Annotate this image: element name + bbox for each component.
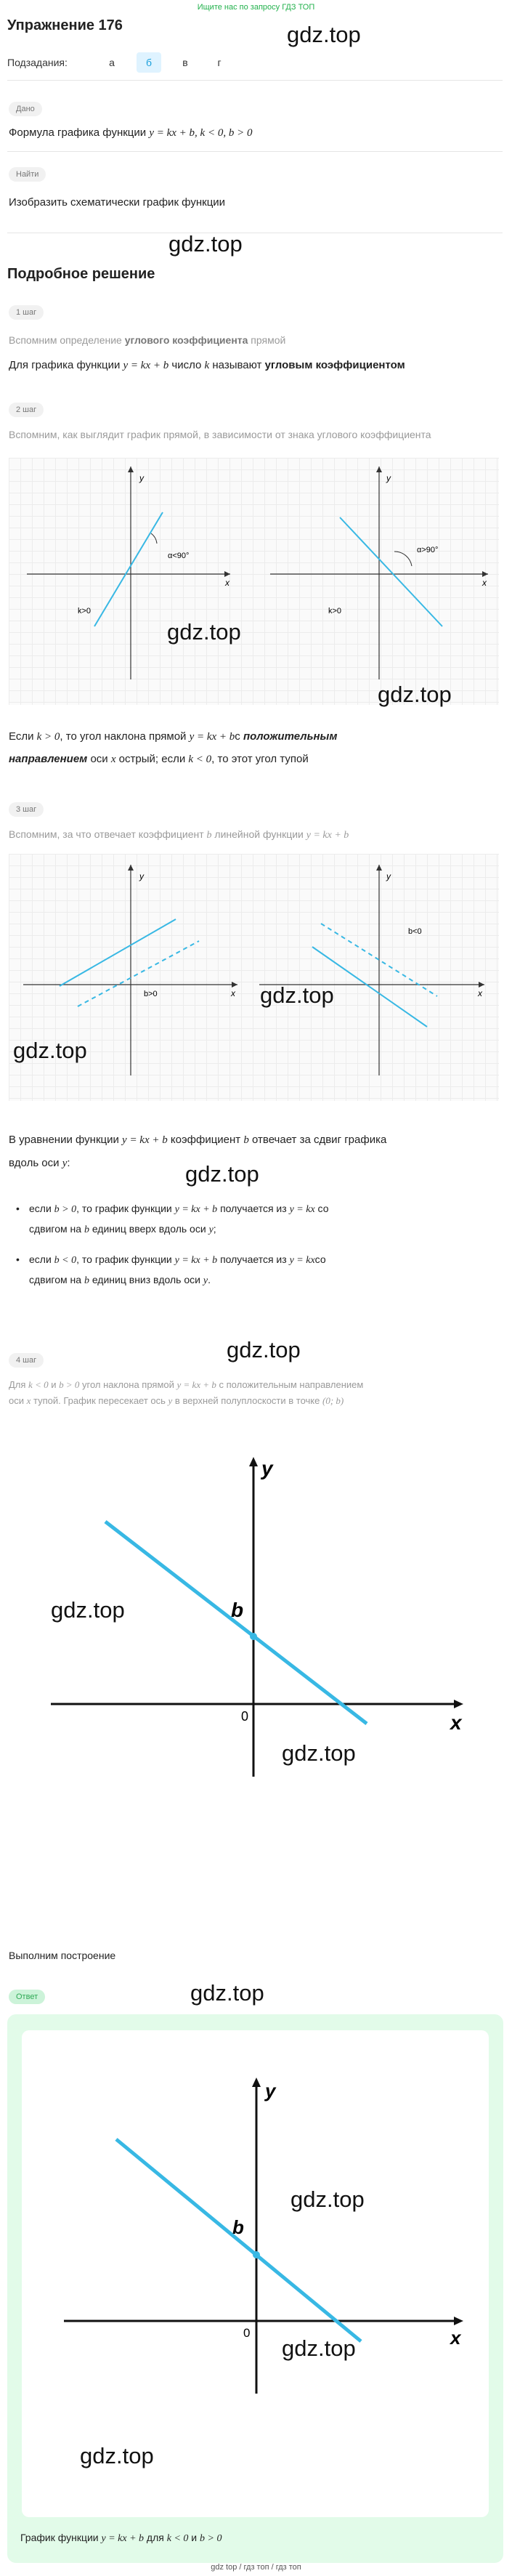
step3-p2-b: : [67,1157,70,1169]
step2-p1-k: k > 0 [36,731,60,743]
line-base-dashed [78,941,199,1006]
angle-arc [151,533,157,544]
x-axis-label: x [225,578,229,588]
step4-t1-c: угол наклона прямой [79,1379,177,1390]
b-label: b [231,1599,244,1621]
bullet-text: единиц вниз вдоль оси [89,1274,203,1285]
y-axis-label: y [261,1457,273,1479]
bullet-end: . [208,1274,211,1285]
step3-intro-b: b [206,830,212,841]
step1-k: k [204,360,210,371]
step1-line-mid: число [168,359,205,371]
origin-label: 0 [243,2326,251,2340]
given-chip: Дано [9,102,42,116]
step3-para-line1 [9,1134,386,1147]
step2-p2-k: k < 0 [188,754,212,765]
bullet-dot: • [16,1203,20,1214]
step1-bold: угловым коэффициентом [264,359,405,371]
step3-bullet-list [10,1199,504,1291]
subtask-tab-v[interactable]: в [182,57,188,68]
bullet-text: получается из [217,1203,290,1214]
step4-t1-f: y = kx + b [176,1379,216,1390]
caption-text: и [188,2532,200,2543]
y-axis-arrow [252,2078,261,2087]
bullet-formula: y = kx [289,1204,315,1215]
step4-t2-c: в верхней полуплоскости в точке [172,1395,322,1406]
watermark: gdz.top [168,231,243,257]
y-axis-arrow [376,467,382,472]
line-k-negative [340,517,442,626]
step2-intro: Вспомним, как выглядит график прямой, в зависимости от знака углового коэффициента [9,429,431,440]
y-axis-label: y [139,473,144,483]
watermark: gdz.top [190,1980,264,2006]
x-axis-arrow [454,1700,463,1708]
y-axis-arrow [128,467,134,472]
step2-p1-f: y = kx + b [189,731,235,743]
x-axis-label: x [450,2327,461,2349]
x-axis-arrow [232,982,237,988]
watermark: gdz.top [80,2443,154,2468]
y-intercept-point [253,2251,260,2258]
y-axis-label: y [139,871,144,881]
b-label: b<0 [408,927,422,936]
bullet-text: со [314,1203,329,1214]
bullet-end: ; [213,1223,216,1235]
watermark: gdz.top [282,2335,356,2361]
step1-intro-bold: углового коэффициента [124,334,248,346]
step2-p2-c: , то этот угол тупой [211,753,309,765]
watermark: gdz.top [13,1038,87,1063]
find-text: Изобразить схематически график функции [9,196,226,209]
step3-p1-a: В уравнении функции [9,1134,123,1146]
page-title: Упражнение 176 [7,17,123,33]
step3-figure [9,854,499,1101]
step2-graphs [9,458,499,705]
step3-intro [9,828,349,841]
bullet-b: b [84,1275,89,1286]
step3-p1-f: y = kx + b [122,1134,168,1146]
step3-p2-a: вдоль оси [9,1157,62,1169]
y-axis-arrow [249,1457,258,1466]
bullet-axis: y [208,1224,214,1235]
angle-label: α>90° [417,546,439,554]
bullet-text: если [29,1253,54,1265]
given-text [9,126,252,140]
bullet-axis: y [203,1275,208,1286]
x-axis-arrow [482,571,488,577]
build-text: Выполним построение [9,1950,116,1961]
step4-t2-y: y [168,1395,173,1406]
bullet-text: со [314,1253,326,1265]
bullet-cond: b < 0 [54,1255,77,1266]
caption-formula: y = kx + b [101,2533,145,2544]
answer-line [116,2139,361,2341]
angle-label: α<90° [168,552,190,560]
step2-p1-bold: положительным [243,730,338,743]
step3-intro-mid: линейной функции [211,828,306,840]
watermark: gdz.top [167,619,241,645]
y-axis-arrow [128,865,134,871]
step1-line-mid2: называют [209,359,265,371]
caption-text: График функции [20,2532,102,2543]
caption-b: b > 0 [200,2533,222,2544]
step3-intro-pre: Вспомним, за что отвечает коэффициент [9,828,207,840]
step3-p1-bb: b [243,1134,249,1146]
x-axis-arrow [479,982,484,988]
bullet-text: единиц вверх вдоль оси [89,1223,209,1235]
x-axis-arrow [454,2317,463,2325]
step4-t1-bb: b > 0 [59,1379,80,1390]
step2-chip: 2 шаг [9,403,44,417]
step2-figure [9,458,499,705]
step2-p2-x: x [110,754,116,765]
step1-chip: 1 шаг [9,305,44,320]
step4-text-line1 [9,1379,363,1391]
subtasks-label: Подзадания: [7,57,68,68]
step1-formula: y = kx + b [123,360,169,371]
step1-intro-post: прямой [248,334,286,346]
line-k-positive [94,512,163,626]
step1-intro [9,334,285,346]
y-axis-label: y [265,2080,276,2101]
bullet-text: сдвигом на [29,1274,84,1285]
step4-t1-b: и [48,1379,60,1390]
step2-p2-bold: направлением [9,753,88,765]
step2-p2-b: острый; если [115,753,189,765]
y-axis-label: y [386,871,391,881]
step4-t2-p: (0; b) [322,1395,344,1406]
step4-t2-b: тупой. График пересекает ось [31,1395,168,1406]
bullet-text: если [29,1203,54,1214]
y-axis-label: y [386,473,391,483]
list-item [10,1250,504,1291]
watermark: gdz.top [290,2187,365,2212]
step2-para-line1 [9,730,337,743]
solution-title: Подробное решение [7,266,155,282]
bullet-dot: • [16,1253,20,1265]
step4-t1-a: Для [9,1379,29,1390]
step3-para-line2 [9,1157,70,1170]
step3-p1-c: отвечает за сдвиг графика [248,1134,387,1146]
bullet-text: , то график функции [76,1253,175,1265]
y-axis-arrow [376,865,382,871]
bullet-b: b [84,1224,89,1235]
step4-text-line2 [9,1395,344,1407]
step3-p1-b: коэффициент [167,1134,244,1146]
x-axis-label: x [450,1711,462,1734]
step4-t1-k: k < 0 [28,1379,49,1390]
watermark: gdz.top [51,1597,125,1623]
k-label: k>0 [328,607,342,615]
answer-box [7,2014,503,2563]
step4-t2-x: x [26,1395,31,1406]
bullet-formula: y = kx + b [174,1204,218,1215]
footer-links[interactable]: gdz top / гдз топ / гдз топ [211,2563,301,2572]
step4-chip: 4 шаг [9,1353,44,1368]
find-chip: Найти [9,167,46,182]
angle-arc [394,552,412,566]
line-shifted [60,919,176,986]
step2-p1-c: с [235,730,243,743]
watermark: gdz.top [185,1161,259,1187]
step2-p1-b: , то угол наклона прямой [60,730,190,743]
bullet-formula: y = kx [289,1255,315,1266]
y-intercept-point [250,1633,257,1640]
caption-k: k < 0 [166,2533,189,2544]
answer-chip: Ответ [9,1990,45,2004]
bullet-text: сдвигом на [29,1223,84,1235]
answer-line [105,1522,367,1724]
b-label: b>0 [144,990,158,998]
watermark: gdz.top [282,1740,356,1766]
step1-line-pre: Для графика функции [9,359,123,371]
watermark: gdz.top [378,682,452,707]
x-axis-label: x [478,988,482,998]
step4-t1-d: с положительным направлением [216,1379,364,1390]
step3-intro-f: y = kx + b [306,830,349,841]
watermark: gdz.top [260,982,334,1008]
subtask-tab-g[interactable]: г [217,57,222,68]
step4-t2-a: оси [9,1395,27,1406]
top-search-link[interactable]: Ищите нас по запросу ГДЗ ТОП [197,3,315,12]
step3-chip: 3 шаг [9,802,44,817]
step2-p1-a: Если [9,730,37,743]
list-item [10,1199,504,1240]
subtask-tab-b[interactable]: б [137,52,161,73]
x-axis-arrow [224,571,230,577]
step1-definition [9,359,405,372]
given-text-prefix: Формула графика функции [9,126,150,139]
step1-intro-pre: Вспомним определение [9,334,125,346]
given-formula: y = kx + b, k < 0, b > 0 [149,127,253,139]
subtask-tab-a[interactable]: а [109,57,115,68]
step2-para-line2 [9,753,309,766]
caption-text: для [144,2532,167,2543]
bullet-text: получается из [217,1253,290,1265]
x-axis-label: x [482,578,487,588]
bullet-formula: y = kx + b [174,1255,218,1266]
b-label: b [232,2216,244,2238]
watermark: gdz.top [287,22,361,47]
step3-graphs [9,854,499,1101]
bullet-cond: b > 0 [54,1204,77,1215]
step3-p2-y: y [62,1158,68,1169]
answer-caption [20,2532,222,2545]
bullet-text: , то график функции [76,1203,175,1214]
divider [7,80,503,81]
x-axis-label: x [231,988,235,998]
watermark: gdz.top [227,1337,301,1362]
origin-label: 0 [241,1709,249,1724]
divider [7,151,503,152]
k-label: k>0 [78,607,92,615]
step2-p2-a: оси [87,753,111,765]
